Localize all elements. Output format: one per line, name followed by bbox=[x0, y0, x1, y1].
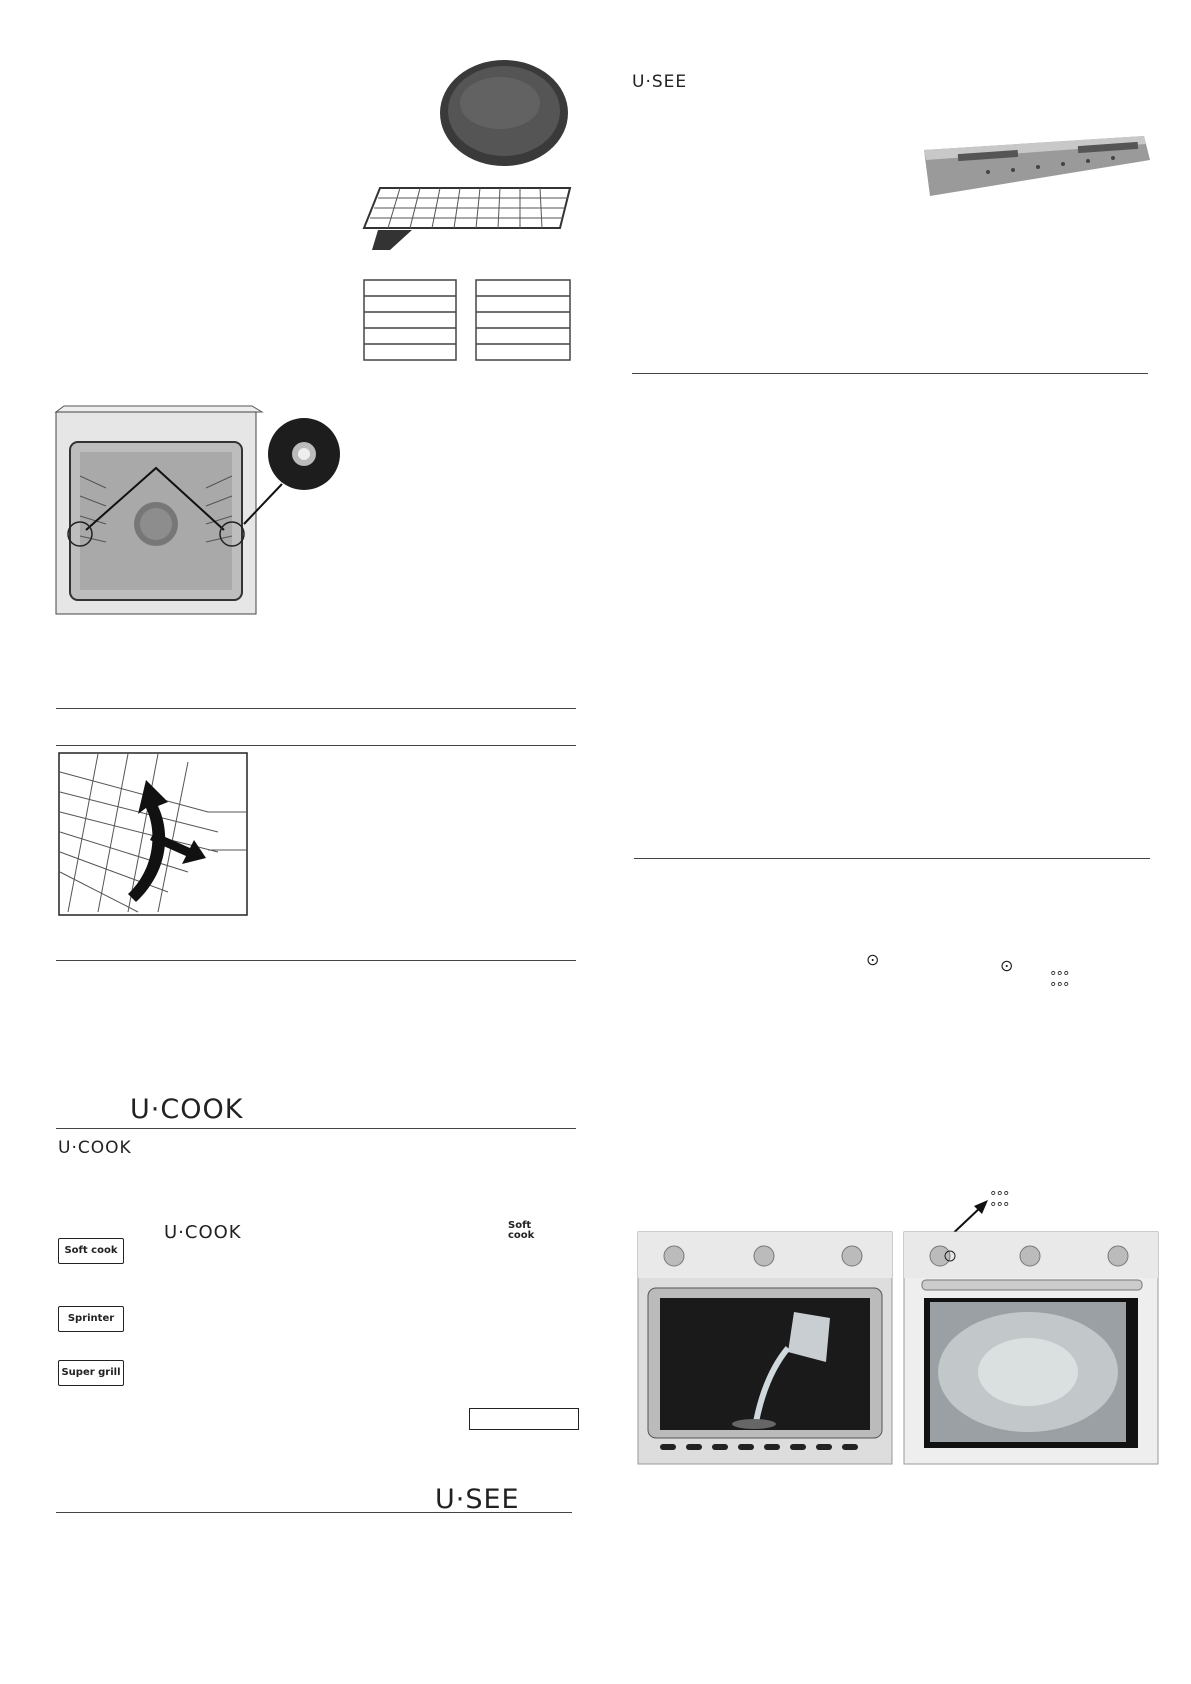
usee-logo-heading: U·SEE bbox=[435, 1484, 520, 1515]
wire-rack-image bbox=[360, 186, 572, 256]
super-grill-badge-icon: Super grill bbox=[58, 1360, 124, 1386]
soft-cook-inline-icon: Soft cook bbox=[508, 1220, 535, 1241]
steam-drops-icon: °°° °°° bbox=[990, 1190, 1010, 1216]
steam-drops-icon: °°° °°° bbox=[1050, 970, 1070, 996]
pizza-tray-image bbox=[438, 58, 570, 168]
section-divider bbox=[56, 708, 576, 709]
section-divider bbox=[634, 858, 1150, 859]
steam-insert-image bbox=[918, 132, 1152, 198]
oven-mode-symbol-2-icon: ⊙ bbox=[1000, 956, 1014, 975]
oven-mode-symbol-1-icon: ⊙ bbox=[866, 950, 880, 969]
soft-cook-badge-icon: Soft cook bbox=[58, 1238, 124, 1264]
section-divider bbox=[56, 745, 576, 746]
ucook-logo-heading: U·COOK bbox=[130, 1094, 244, 1125]
section-divider bbox=[56, 1512, 572, 1513]
section-divider bbox=[56, 1128, 576, 1129]
empty-box bbox=[469, 1408, 579, 1430]
side-racks-image bbox=[360, 278, 574, 362]
oven-pouring-water-image bbox=[638, 1232, 892, 1464]
rack-removal-illustration bbox=[58, 752, 248, 916]
ucook-logo-inline: U·COOK bbox=[164, 1222, 242, 1243]
oven-cavity-diagram bbox=[56, 406, 346, 616]
section-divider bbox=[56, 960, 576, 961]
section-divider bbox=[632, 373, 1148, 374]
usee-logo-small: U·SEE bbox=[632, 72, 688, 92]
ucook-logo-small: U·COOK bbox=[58, 1138, 132, 1158]
sprinter-badge-icon: Sprinter bbox=[58, 1306, 124, 1332]
oven-steam-image bbox=[904, 1232, 1158, 1464]
